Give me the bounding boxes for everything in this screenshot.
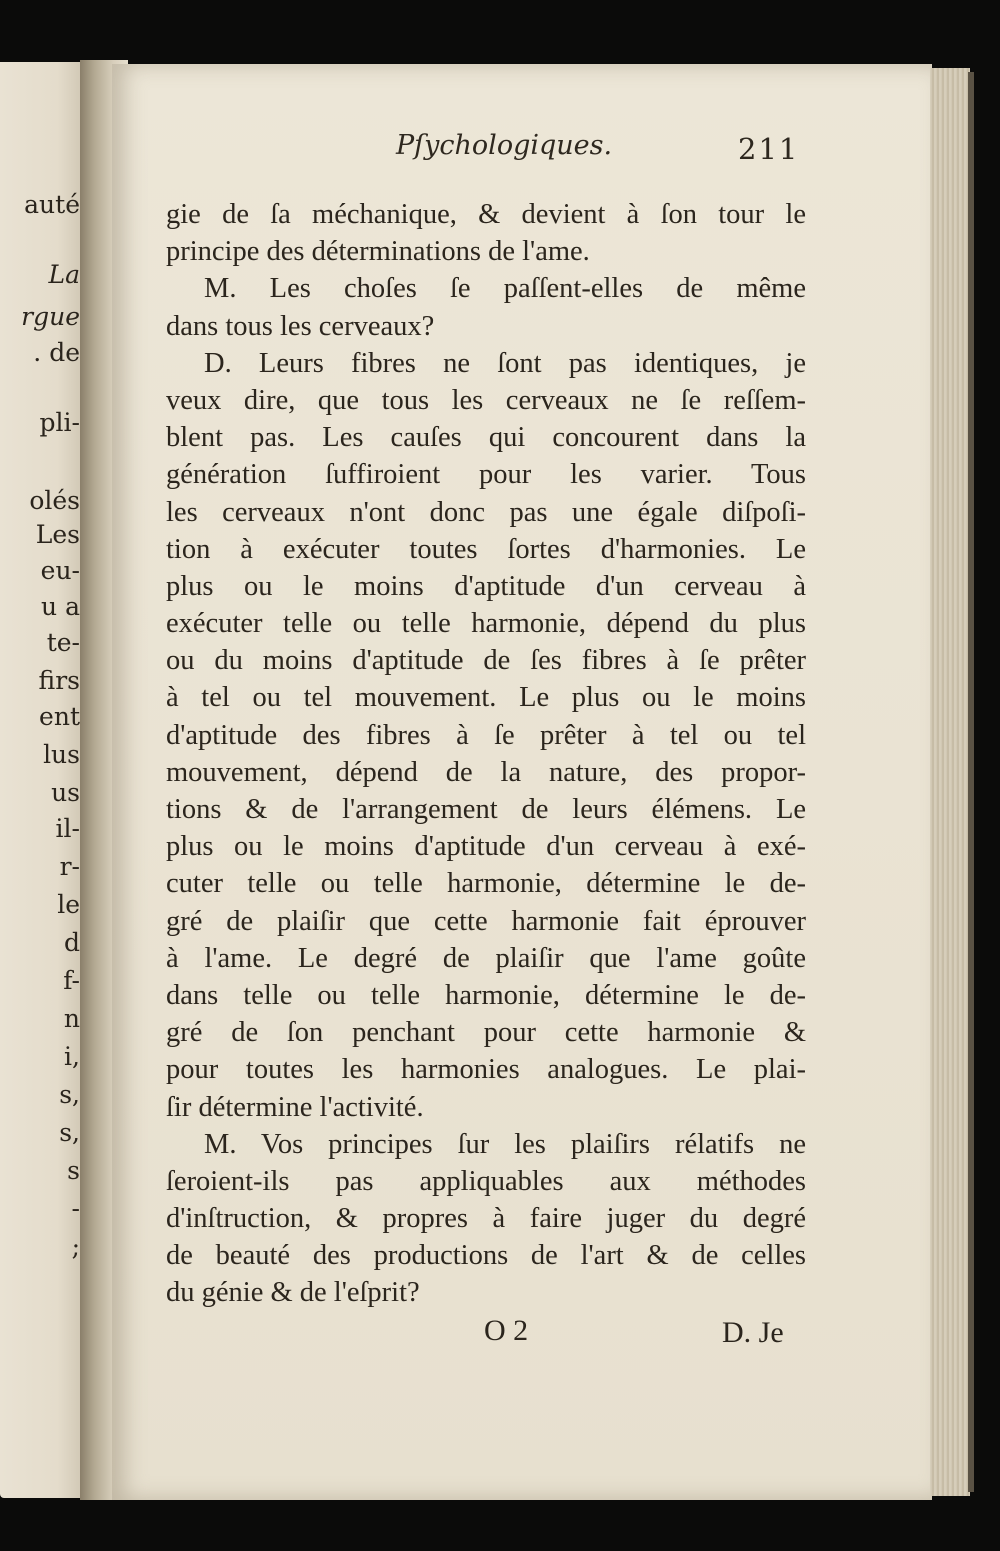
text-line: gré de ſon penchant pour cette harmonie & xyxy=(166,1017,806,1049)
left-page-fragment: ; xyxy=(71,1232,80,1261)
text-line: cuter telle ou telle harmonie, détermine le de- xyxy=(166,868,806,900)
text-line: de beauté des productions de l'art & de celles xyxy=(166,1240,806,1272)
left-page-fragment: olés xyxy=(29,486,80,515)
left-page-fragment: Les xyxy=(35,520,80,549)
left-page-fragment: rgue xyxy=(21,302,80,331)
text-line: veux dire, que tous les cerveaux ne ſe reſſem- xyxy=(166,384,806,416)
left-page-fragment: s, xyxy=(59,1080,80,1109)
text-line: blent pas. Les cauſes qui concourent dans la xyxy=(166,422,806,454)
text-line: génération ſuffiroient pour les varier. Tous xyxy=(166,459,806,491)
left-page-fragment: d xyxy=(63,928,80,957)
text-line: les cerveaux n'ont donc pas une égale diſpoſi- xyxy=(166,496,806,528)
text-line: tion à exécuter toutes ſortes d'harmonies. Le xyxy=(166,533,806,565)
text-line: mouvement, dépend de la nature, des propor- xyxy=(166,756,806,788)
signature-mark: O 2 xyxy=(484,1314,529,1347)
body-text xyxy=(166,196,806,1312)
left-page-fragment: firs xyxy=(38,666,80,695)
text-line: plus ou le moins d'aptitude d'un cerveau à exé- xyxy=(166,831,806,863)
text-line: dans telle ou telle harmonie, détermine le de- xyxy=(166,979,806,1011)
page-edge-shadow xyxy=(968,72,974,1492)
text-line: ou du moins d'aptitude de ſes fibres à ſe prêter xyxy=(166,645,806,677)
left-page-fragment: f- xyxy=(63,966,80,995)
text-line: ſir détermine l'activité. xyxy=(166,1091,424,1123)
left-page-fragment: il- xyxy=(55,814,80,843)
left-page-fragment: i, xyxy=(64,1042,80,1071)
left-page-fragment: . de xyxy=(33,338,80,367)
left-page-fragment: lus xyxy=(43,740,80,769)
running-head: Pſychologiques. xyxy=(396,130,613,161)
text-line: dans tous les cerveaux? xyxy=(166,310,435,342)
text-line: gré de plaiſir que cette harmonie fait éprouver xyxy=(166,905,806,937)
left-page-fragment: s xyxy=(67,1156,80,1185)
left-page-fragment: r- xyxy=(59,852,80,881)
text-line: pour toutes les harmonies analogues. Le plai- xyxy=(166,1054,806,1086)
text-line: M. Vos principes ſur les plaiſirs rélatifs ne xyxy=(204,1128,806,1160)
text-line: d'aptitude des fibres à ſe prêter à tel ou tel xyxy=(166,719,806,751)
left-page-fragment: auté xyxy=(24,190,80,219)
left-page-fragment: u a xyxy=(41,592,80,621)
left-page-fragment: pli- xyxy=(39,408,80,437)
left-page-fragment: eu- xyxy=(40,556,80,585)
left-page-fragment: n xyxy=(63,1004,80,1033)
left-page-fragment: le xyxy=(57,890,80,919)
left-page-fragment: us xyxy=(51,778,80,807)
text-line: M. Les choſes ſe paſſent-elles de même xyxy=(204,273,806,305)
text-line: tions & de l'arrangement de leurs élémens. Le xyxy=(166,794,806,825)
page-number: 211 xyxy=(738,132,800,166)
text-line: à tel ou tel mouvement. Le plus ou le moins xyxy=(166,682,806,714)
text-line: plus ou le moins d'aptitude d'un cerveau à xyxy=(166,570,806,602)
text-line: d'inſtruction, & propres à faire juger du degré xyxy=(166,1203,806,1235)
left-page-fragment: La xyxy=(48,260,80,289)
page-edges xyxy=(930,68,970,1496)
text-line: du génie & de l'eſprit? xyxy=(166,1277,420,1309)
text-line: principe des déterminations de l'ame. xyxy=(166,236,590,268)
left-page-fragment: te- xyxy=(46,628,80,657)
text-line: exécuter telle ou telle harmonie, dépend du plus xyxy=(166,608,806,640)
catchword: D. Je xyxy=(722,1316,784,1349)
text-line: D. Leurs fibres ne ſont pas identiques, je xyxy=(204,347,806,379)
left-page-fragment: ent xyxy=(39,702,80,731)
left-page-fragment: s, xyxy=(59,1118,80,1147)
text-line: ſeroient-ils pas appliquables aux méthodes xyxy=(166,1165,806,1197)
text-line: à l'ame. Le degré de plaiſir que l'ame goûte xyxy=(166,942,806,974)
text-line: gie de ſa méchanique, & devient à ſon tour le xyxy=(166,199,806,230)
left-page-fragment: - xyxy=(71,1194,80,1223)
